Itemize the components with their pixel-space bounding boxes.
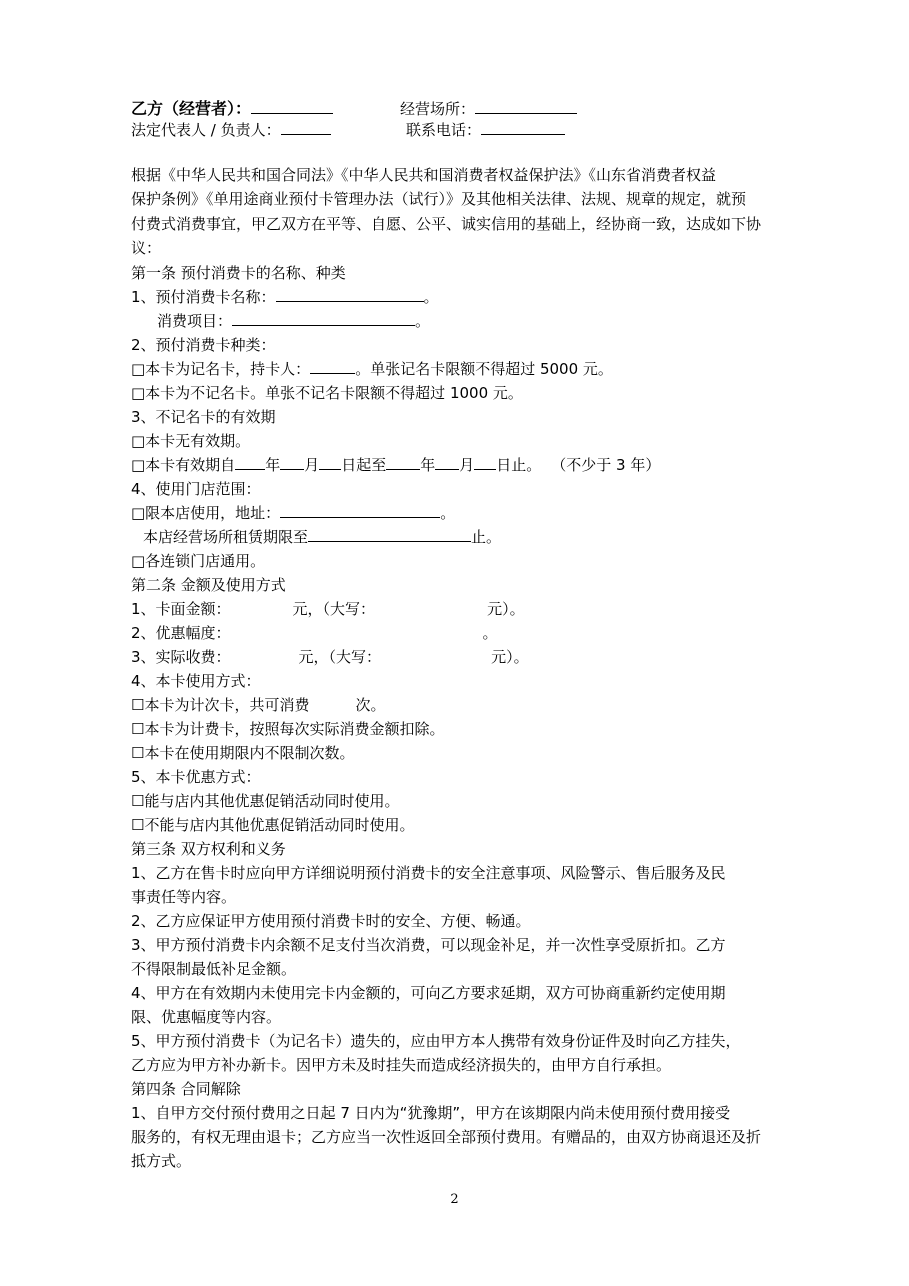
card-name-label: 1、预付消费卡名称： xyxy=(131,288,276,306)
promo-option-no-combine[interactable]: ☐不能与店内其他优惠促销活动同时使用。 xyxy=(131,816,415,834)
phone-line xyxy=(406,119,565,141)
intro-line-3: 付费式消费事宜，甲乙双方在平等、自愿、公平、诚实信用的基础上，经协商一致，达成如下协 xyxy=(131,215,762,233)
article3-title: 第三条 双方权利和义务 xyxy=(131,840,286,858)
validity-label: 3、不记名卡的有效期 xyxy=(131,408,276,426)
location-line xyxy=(400,98,577,120)
store-address-blank[interactable] xyxy=(280,503,440,518)
promo-label: 5、本卡优惠方式： xyxy=(131,768,261,786)
article3-p4-line1: 4、甲方在有效期内未使用完卡内金额的，可向乙方要求延期，双方可协商重新约定使用期 xyxy=(131,984,726,1002)
phone-label: 联系电话： xyxy=(406,121,482,139)
promo-option-combine[interactable]: ☐能与店内其他优惠促销活动同时使用。 xyxy=(131,792,400,810)
lease-text-a: 本店经营场所租赁期限至 xyxy=(143,528,309,546)
expiry-day-to-label: 日止。 xyxy=(496,456,542,474)
partyB-line xyxy=(131,98,333,120)
intro-line-4: 议： xyxy=(131,239,162,257)
article1-title: 第一条 预付消费卡的名称、种类 xyxy=(131,264,346,282)
lease-blank[interactable] xyxy=(308,527,471,542)
usage-label: 4、本卡使用方式： xyxy=(131,672,261,690)
named-card-option[interactable] xyxy=(131,358,613,380)
usage-count-end: 次。 xyxy=(355,696,386,714)
expiry-note: （不少于 3 年） xyxy=(551,456,661,474)
store-scope-label: 4、使用门店范围： xyxy=(131,480,261,498)
charge-mid: 元，（大写： xyxy=(298,648,382,666)
expiry-month-label: 月 xyxy=(304,456,320,474)
phone-blank[interactable] xyxy=(481,120,565,135)
expiry-day-to-blank[interactable] xyxy=(474,455,496,470)
article4-title: 第四条 合同解除 xyxy=(131,1080,241,1098)
expiry-year-to-blank[interactable] xyxy=(386,455,420,470)
location-label: 经营场所： xyxy=(400,100,476,118)
single-store-end: 。 xyxy=(440,504,456,522)
article4-p1-line2: 服务的，有权无理由退卡；乙方应当一次性返回全部预付费用。有赠品的，由双方协商退还及折 xyxy=(131,1128,762,1146)
expiry-day-from-label: 日起至 xyxy=(341,456,387,474)
intro-line-2: 保护条例》《单用途商业预付卡管理办法（试行）》及其他相关法律、法规、规章的规定，就预 xyxy=(131,190,747,208)
article4-p1-line1: 1、自甲方交付预付费用之日起 7 日内为“犹豫期”，甲方在该期限内尚未使用预付费用接受 xyxy=(131,1104,731,1122)
charge-line xyxy=(131,646,529,668)
charge-end: 元）。 xyxy=(491,648,529,666)
expiry-year2-label: 年 xyxy=(420,456,436,474)
named-card-text-a: □本卡为记名卡，持卡人： xyxy=(131,360,311,378)
expiry-option[interactable] xyxy=(131,454,660,476)
article3-p1-line1: 1、乙方在售卡时应向甲方详细说明预付消费卡的安全注意事项、风险警示、售后服务及民 xyxy=(131,864,726,882)
no-expiry-option[interactable]: □本卡无有效期。 xyxy=(131,432,251,450)
usage-option-amount[interactable]: ☐本卡为计费卡，按照每次实际消费金额扣除。 xyxy=(131,720,445,738)
discount-line xyxy=(131,622,498,644)
face-amount-line xyxy=(131,598,525,620)
partyB-label: 乙方（经营者）： xyxy=(131,99,252,118)
card-name-line xyxy=(131,286,439,308)
face-amount-mid: 元，（大写： xyxy=(292,600,376,618)
consume-item-line xyxy=(157,310,430,332)
chain-store-option[interactable]: □各连锁门店通用。 xyxy=(131,552,266,570)
article4-p1-line3: 抵方式。 xyxy=(131,1152,192,1170)
article3-p5-line2: 乙方应为甲方补办新卡。因甲方未及时挂失而造成经济损失的，由甲方自行承担。 xyxy=(131,1056,672,1074)
intro-line-1: 根据《中华人民共和国合同法》《中华人民共和国消费者权益保护法》《山东省消费者权益 xyxy=(131,166,717,184)
expiry-year-from-blank[interactable] xyxy=(235,455,265,470)
article3-p3-line1: 3、甲方预付消费卡内余额不足支付当次消费，可以现金补足，并一次性享受原折扣。乙方 xyxy=(131,936,726,954)
rep-blank[interactable] xyxy=(281,120,331,135)
unnamed-card-option[interactable]: □本卡为不记名卡。单张不记名卡限额不得超过 1000 元。 xyxy=(131,384,523,402)
expiry-month-to-blank[interactable] xyxy=(435,455,459,470)
expiry-day-from-blank[interactable] xyxy=(319,455,341,470)
article3-p3-line2: 不得限制最低补足金额。 xyxy=(131,960,297,978)
partyB-blank[interactable] xyxy=(251,99,333,114)
expiry-month2-label: 月 xyxy=(459,456,475,474)
expiry-prefix: □本卡有效期自 xyxy=(131,456,236,474)
expiry-year-label: 年 xyxy=(265,456,281,474)
article3-p5-line1: 5、甲方预付消费卡（为记名卡）遗失的，应由甲方本人携带有效身份证件及时向乙方挂失， xyxy=(131,1032,741,1050)
lease-line xyxy=(143,526,501,548)
usage-option-unlimited[interactable]: ☐本卡在使用期限内不限制次数。 xyxy=(131,744,355,762)
article3-p2: 2、乙方应保证甲方使用预付消费卡时的安全、方便、畅通。 xyxy=(131,912,531,930)
card-name-blank[interactable] xyxy=(276,287,424,302)
location-blank[interactable] xyxy=(475,99,577,114)
consume-item-end: 。 xyxy=(415,312,431,330)
lease-text-b: 止。 xyxy=(471,528,502,546)
card-name-end: 。 xyxy=(423,288,439,306)
discount-end: 。 xyxy=(482,624,498,642)
consume-item-blank[interactable] xyxy=(232,311,415,326)
charge-label: 3、实际收费： xyxy=(131,648,231,666)
expiry-month-from-blank[interactable] xyxy=(280,455,304,470)
face-amount-label: 1、卡面金额： xyxy=(131,600,231,618)
named-card-text-b: 。单张记名卡限额不得超过 5000 元。 xyxy=(355,360,613,378)
single-store-text: □限本店使用，地址： xyxy=(131,504,281,522)
usage-count-text: ☐本卡为计次卡，共可消费 xyxy=(131,696,310,714)
page-number: 2 xyxy=(450,1192,459,1207)
discount-label: 2、优惠幅度： xyxy=(131,624,231,642)
consume-item-label: 消费项目： xyxy=(157,312,233,330)
face-amount-end: 元）。 xyxy=(487,600,525,618)
cardholder-blank[interactable] xyxy=(310,359,355,374)
rep-line xyxy=(131,119,331,141)
article3-p4-line2: 限、优惠幅度等内容。 xyxy=(131,1008,282,1026)
article2-title: 第二条 金额及使用方式 xyxy=(131,576,286,594)
single-store-option[interactable] xyxy=(131,502,455,524)
article3-p1-line2: 事责任等内容。 xyxy=(131,888,237,906)
card-type-label: 2、预付消费卡种类： xyxy=(131,336,276,354)
usage-option-count[interactable] xyxy=(131,694,385,716)
rep-label: 法定代表人 / 负责人： xyxy=(131,121,281,139)
